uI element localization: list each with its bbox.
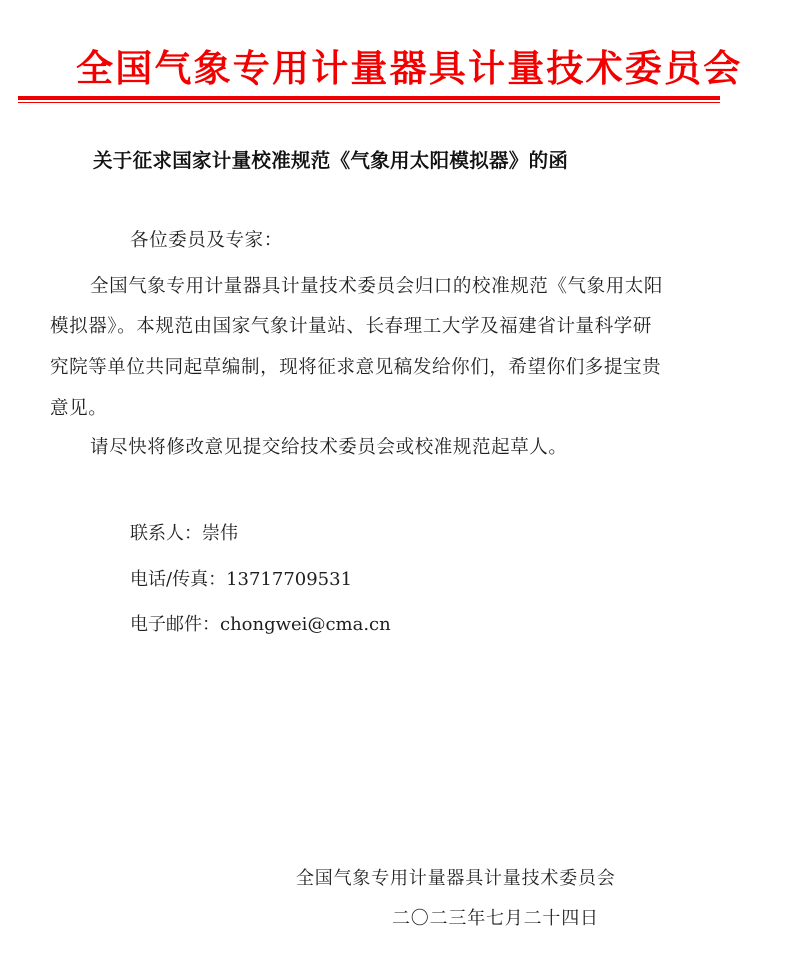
- letterhead-divider-thin: [18, 102, 720, 103]
- paragraph-2: 请尽快将修改意见提交给技术委员会或校准规范起草人。: [90, 437, 568, 458]
- contact-person: 联系人：崇伟: [130, 523, 238, 544]
- signature-date: 二〇二三年七月二十四日: [392, 908, 599, 929]
- contact-email: 电子邮件：chongwei@cma.cn: [130, 614, 391, 635]
- paragraph-1-line-2: 模拟器》。本规范由国家气象计量站、长春理工大学及福建省计量科学研: [50, 316, 652, 337]
- salutation: 各位委员及专家：: [130, 230, 283, 251]
- document-title: 关于征求国家计量校准规范《气象用太阳模拟器》的函: [93, 149, 569, 172]
- paragraph-1-line-3: 究院等单位共同起草编制，现将征求意见稿发给你们，希望你们多提宝贵: [50, 357, 662, 378]
- contact-phone: 电话/传真：13717709531: [130, 569, 353, 590]
- signature-organization: 全国气象专用计量器具计量技术委员会: [296, 868, 616, 889]
- paragraph-1-line-1: 全国气象专用计量器具计量技术委员会归口的校准规范《气象用太阳: [90, 276, 664, 297]
- letterhead-organization: 全国气象专用计量器具计量技术委员会: [76, 47, 743, 90]
- letterhead-divider-thick: [18, 96, 720, 100]
- paragraph-1-line-4: 意见。: [50, 398, 108, 419]
